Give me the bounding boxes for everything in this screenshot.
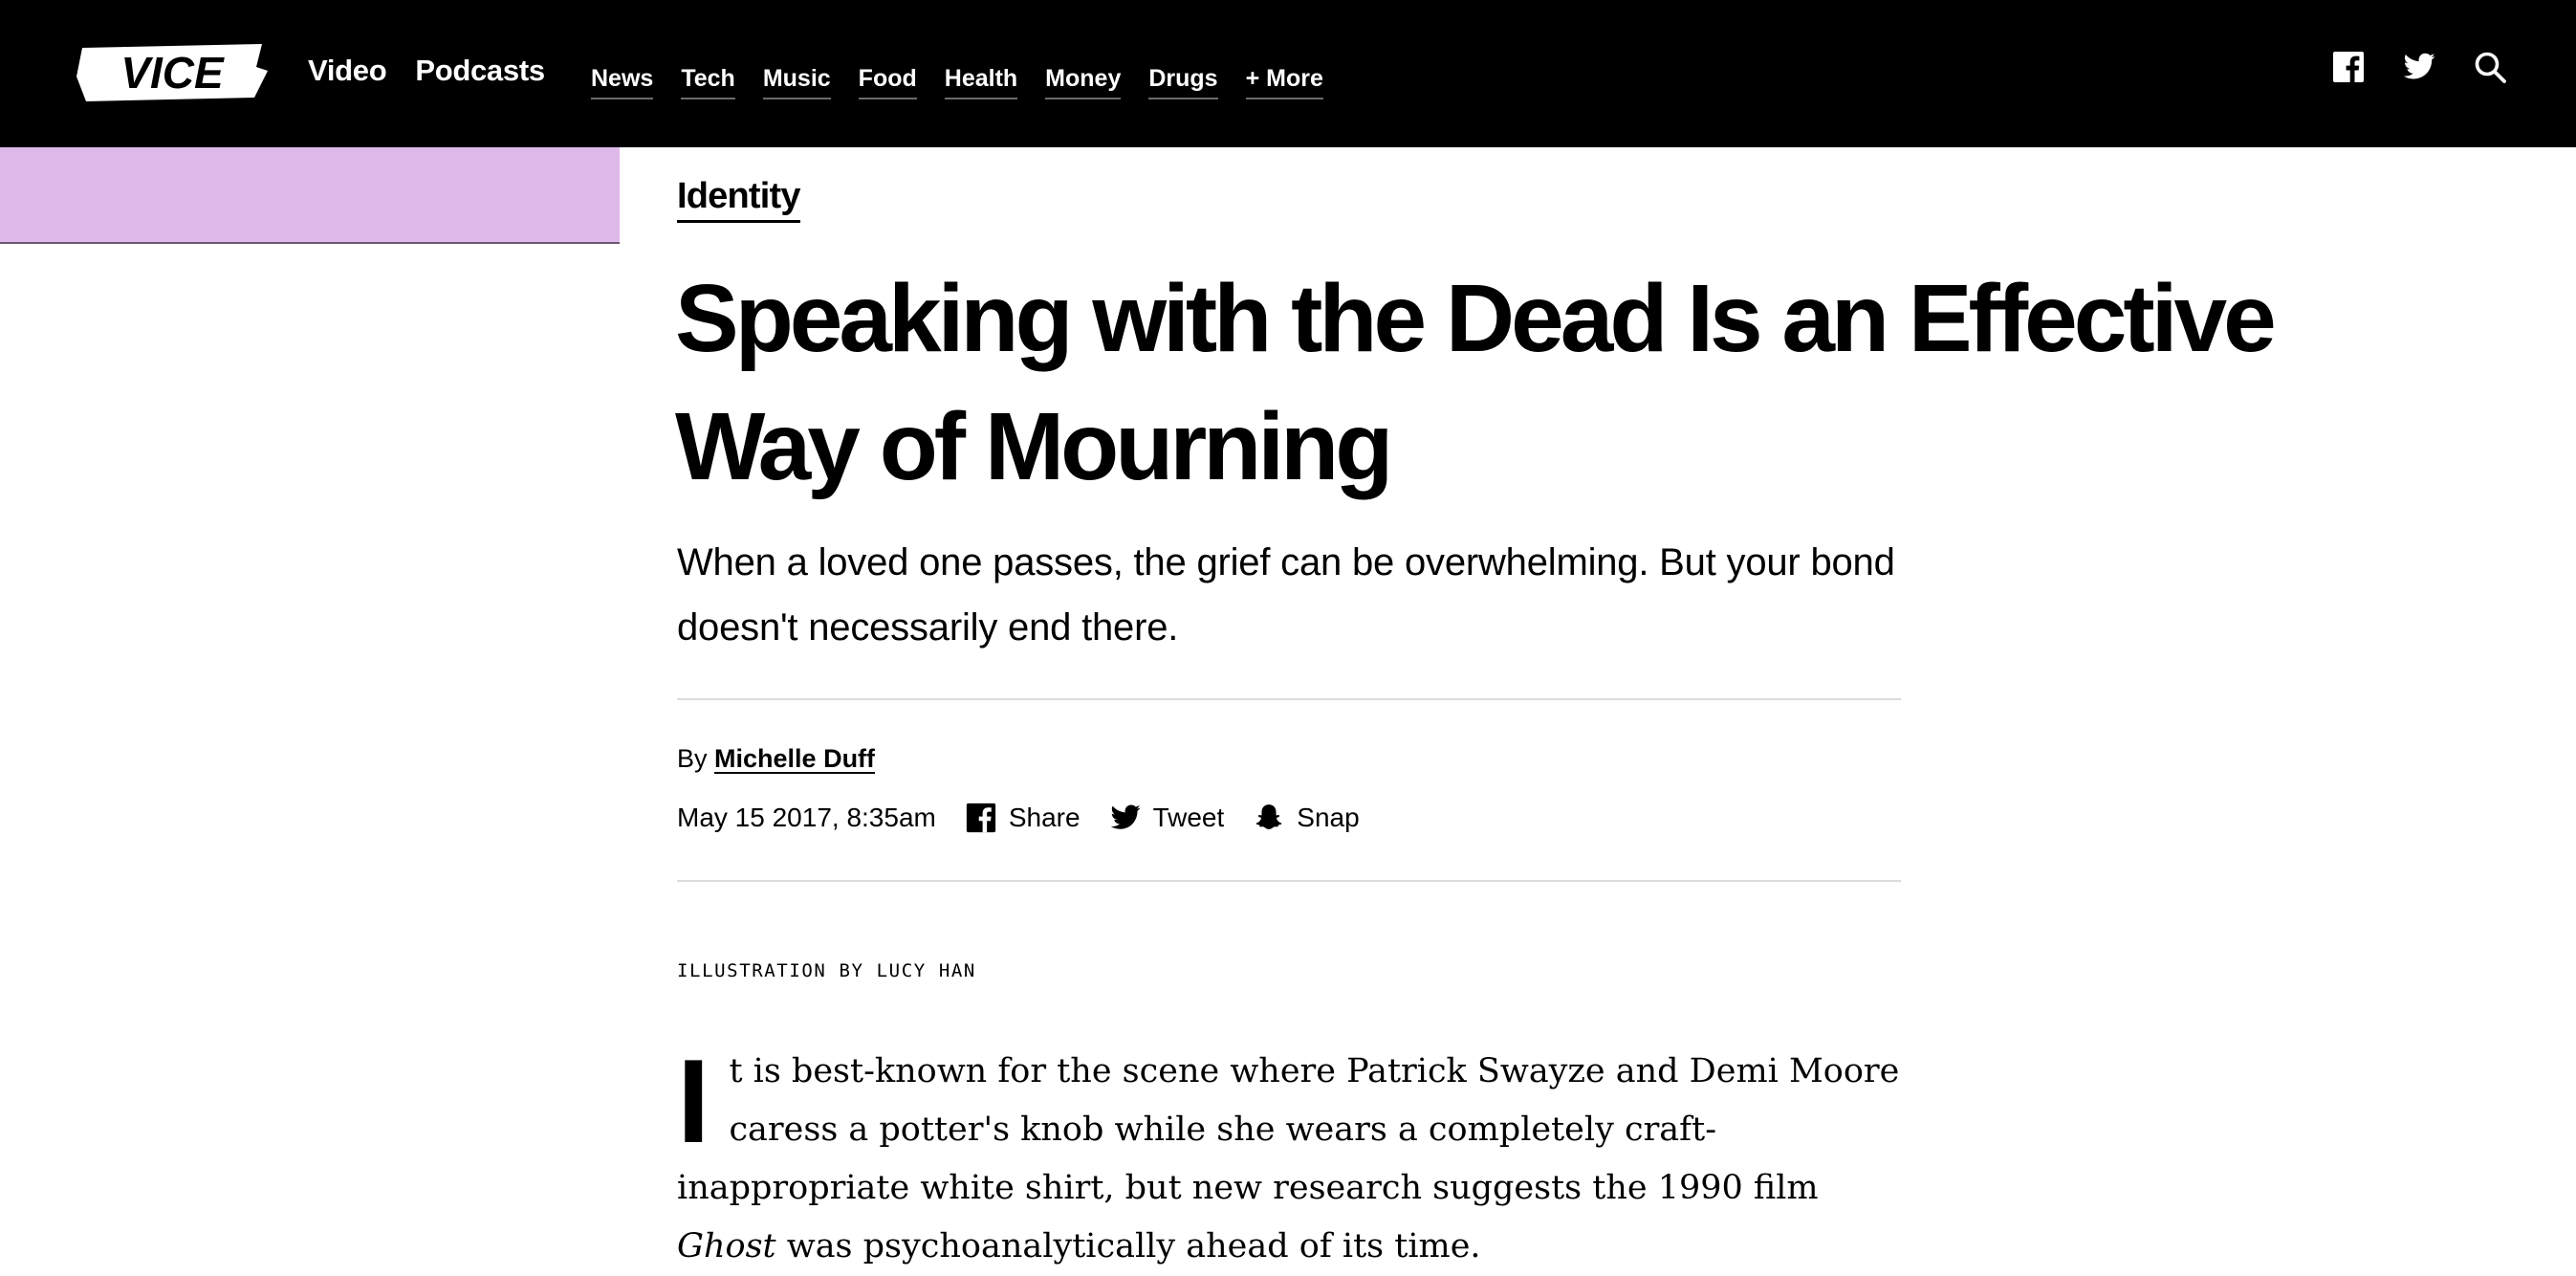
nav-video[interactable]: Video — [308, 54, 387, 87]
divider-top — [677, 698, 1901, 700]
share-facebook-label: Share — [1008, 803, 1081, 832]
nav-social-search — [2331, 50, 2507, 84]
byline-prefix: By — [677, 744, 708, 773]
share-snapchat-button[interactable] — [1253, 802, 1359, 834]
nav-tech[interactable]: Tech — [681, 67, 735, 99]
primary-nav — [308, 55, 545, 85]
search-icon[interactable] — [2473, 50, 2507, 84]
author-link[interactable]: Michelle Duff — [714, 744, 876, 773]
body-text-part-1: t is best-known for the scene where Patrick Swayze and Demi Moore caress a potter's knob while she wears a completely craft-inappropriate white shirt, but new research suggests the 1990 film — [677, 1052, 1900, 1207]
top-navigation-bar — [0, 0, 2576, 147]
nav-food[interactable]: Food — [859, 67, 917, 99]
article-dek: When a loved one passes, the grief can be overwhelming. But your bond doesn't necessarily end there. — [677, 541, 1895, 649]
article-headline: Speaking with the Dead Is an Effective Way of Mourning — [675, 265, 2273, 500]
body-text-part-2: was psychoanalytically ahead of its time. — [775, 1227, 1481, 1265]
film-title: Ghost — [677, 1227, 776, 1265]
divider-bottom — [677, 880, 1901, 882]
nav-podcasts[interactable]: Podcasts — [415, 54, 545, 87]
category-accent-band — [0, 147, 620, 244]
article-meta — [677, 802, 1388, 834]
nav-money[interactable]: Money — [1045, 67, 1121, 99]
nav-health[interactable]: Health — [945, 67, 1017, 99]
share-twitter-label: Tweet — [1152, 803, 1225, 832]
facebook-icon — [965, 802, 997, 834]
facebook-icon[interactable] — [2331, 50, 2366, 84]
vice-logo-text: VICE — [120, 48, 224, 98]
twitter-icon[interactable] — [2402, 50, 2436, 84]
share-twitter-button[interactable] — [1109, 802, 1225, 834]
publish-date: May 15 2017, 8:35am — [677, 803, 936, 832]
snapchat-ghost-icon — [1253, 802, 1285, 834]
category-link[interactable]: Identity — [677, 178, 800, 223]
share-snapchat-label: Snap — [1297, 803, 1360, 832]
byline — [677, 746, 875, 772]
illustration-credit: ILLUSTRATION BY LUCY HAN — [677, 960, 976, 981]
nav-drugs[interactable]: Drugs — [1148, 67, 1217, 99]
twitter-icon — [1109, 802, 1142, 834]
nav-news[interactable]: News — [591, 67, 653, 99]
section-nav — [591, 67, 1323, 99]
nav-more[interactable]: + More — [1246, 67, 1323, 99]
drop-cap: I — [677, 1036, 710, 1168]
nav-music[interactable]: Music — [763, 67, 831, 99]
article-body-paragraph — [677, 1036, 1910, 1276]
share-facebook-button[interactable] — [965, 802, 1081, 834]
vice-logo[interactable] — [73, 38, 272, 107]
